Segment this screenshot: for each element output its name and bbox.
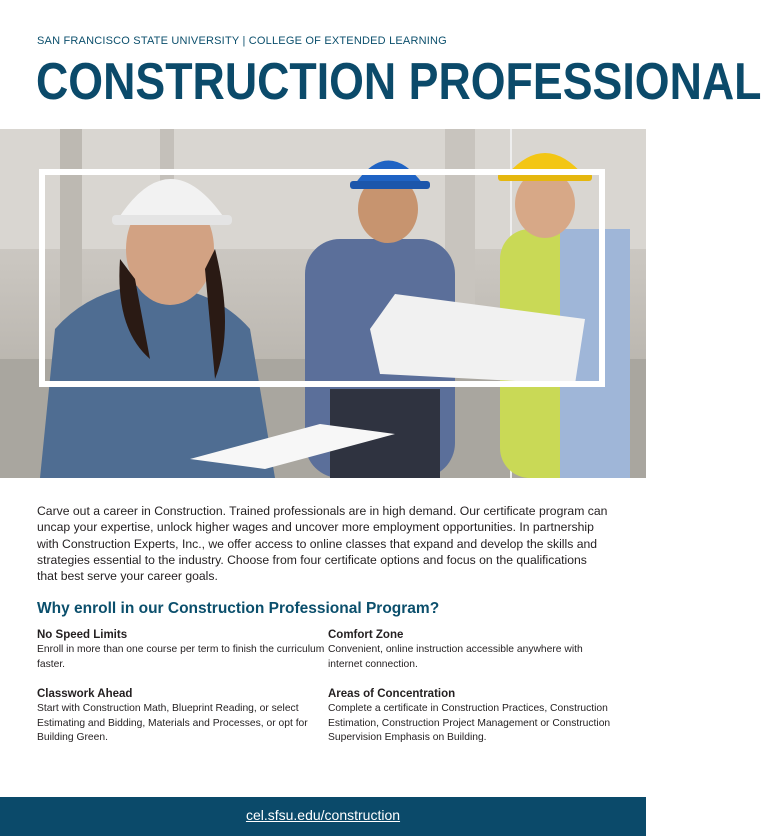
page-title: CONSTRUCTION PROFESSIONAL	[36, 53, 761, 111]
institution-line: SAN FRANCISCO STATE UNIVERSITY | COLLEGE OF EXTENDED LEARNING	[37, 35, 447, 47]
website-link[interactable]: cel.sfsu.edu/construction	[245, 807, 401, 823]
feature-body: Convenient, online instruction accessible anywhere with internet connection.	[328, 644, 583, 670]
feature-comfort-zone	[328, 628, 618, 672]
section-heading: Why enroll in our Construction Professional Program?	[37, 600, 440, 617]
feature-classwork-ahead	[37, 687, 327, 746]
intro-paragraph: Carve out a career in Construction. Trained professionals are in high demand. Our certificate program can uncap your expertise, unlock higher wages and uncover more employment opportunities. In partnership with Construction Experts, Inc., we offer access to online classes that expand and develop the skills and strategies essential to the industry. Choose from four certificate options and focus on the qualifications that best serve your career goals.	[37, 504, 608, 584]
feature-body: Start with Construction Math, Blueprint Reading, or select Estimating and Bidding, Materials and Processes, or opt for Building Green.	[37, 703, 308, 743]
footer-bar	[0, 797, 646, 836]
feature-body: Complete a certificate in Construction Practices, Construction Estimation, Construction Project Management or Construction Supervision Emphasis on Building.	[328, 703, 611, 743]
feature-title: Classwork Ahead	[37, 688, 133, 700]
feature-title: Areas of Concentration	[328, 688, 456, 700]
photo-frame	[39, 169, 605, 387]
feature-title: Comfort Zone	[328, 629, 404, 641]
feature-body: Enroll in more than one course per term to finish the curriculum faster.	[37, 644, 325, 670]
feature-title: No Speed Limits	[37, 629, 128, 641]
feature-no-speed-limits	[37, 628, 327, 672]
hero-photo	[0, 129, 646, 478]
feature-areas-of-concentration	[328, 687, 613, 746]
